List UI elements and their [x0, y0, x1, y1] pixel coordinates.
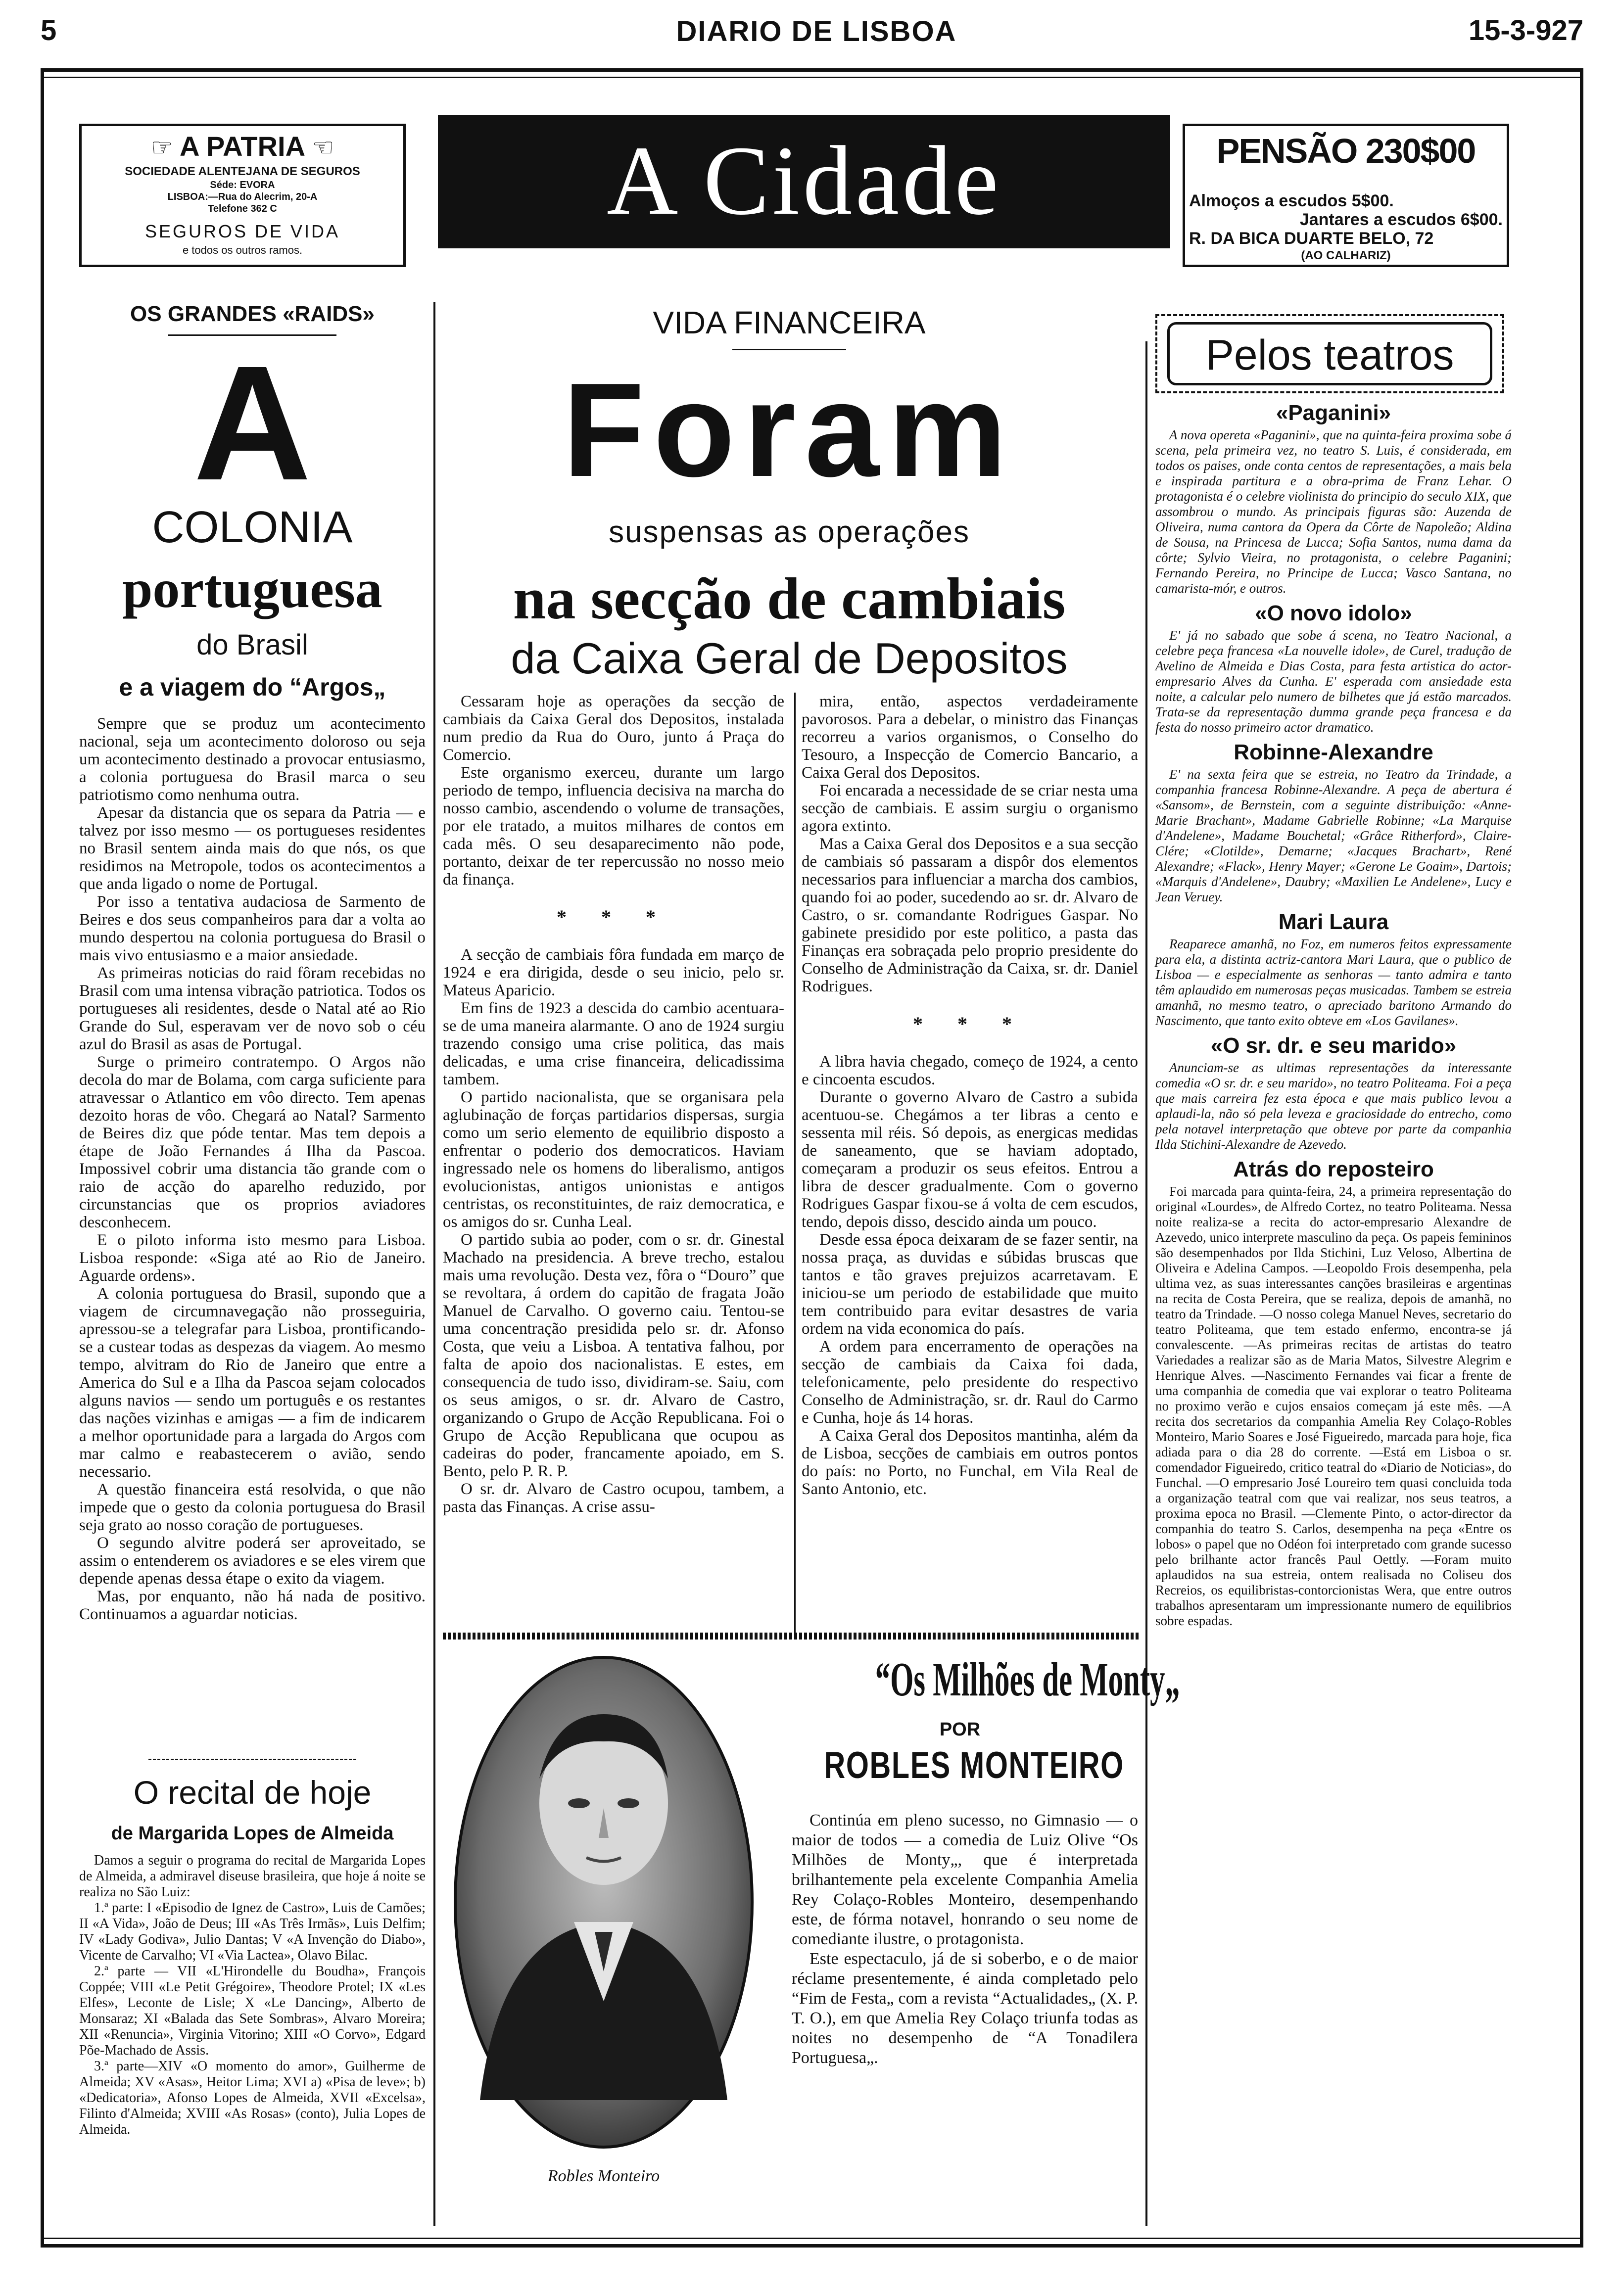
teatros-text: Reaparece amanhã, no Foz, em numeros feitos expressamente para ela, a distinta actriz-cantora Mari Laura, que o publico de Lisboa — e especialmente as senhoras — tanto admira e tanto têm aplaudido em numerosas peças musicadas. Tambem se estreia amanhã, no mesmo teatro, o apreciado baritono Armando do Nascimento, que tanto exito obteve em «Los Gavilanes». [1155, 937, 1512, 1028]
monty-portrait [450, 1655, 757, 2155]
monty-por: POR [939, 1719, 981, 1740]
teatros-text: Anunciam-se as ultimas representações da interessante comedia «O sr. dr. e seu marido», no teatro Politeama. Foi a peça que mais carreira fez esta época e que mais publico levou a aplaudi-la, não só pela leveza e graciosidade do entrecho, como pela notavel interpretação que obteve por parte da companhia Ilda Stichini-Alexandre de Azevedo. [1155, 1060, 1512, 1152]
raids-paragraph: E o piloto informa isto mesmo para Lisboa. Lisboa responde: «Siga até ao Rio de Janeiro. Aguarde ordens». [79, 1231, 426, 1285]
teatros-text: Foi marcada para quinta-feira, 24, a primeira representação do original «Lourdes», de Alfredo Cortez, no teatro Politeama. Nessa noite realiza-se a recita do actor-empresario Alexandre de Azevedo, unico interprete masculino da peça. Os papeis femininos são desempenhados por Ilda Stichini, Luz Veloso, Albertina de Oliveira e Adelina Campos. —Leopoldo Frois desempenha, pela ultima vez, as suas interessantes canções brasileiras e argentinas na recita de Costa Pereira, que se realiza, depois de amanhã, no teatro da Trindade. —O nosso colega Manuel Neves, secretario do teatro Politeama, que tem estado enfermo, encontra-se já convalescente. —As primeiras recitas de artistas do teatro Variedades a realizar são as de Maria Matos, Silvestre Alegrim e Henrique Alves. —Nascimento Fernandes vai ficar a frente de uma companhia de comedia que vai explorar o teatro Politeama no proximo verão e cujos ensaios começam já este mês. —A recita dos secretarios da companhia Amelia Rey Colaço-Robles Monteiro, Mario Soares e José Figueiredo, marcada para hoje, fica adiada para o dia 28 do corrente. —Está em Lisboa o sr. comendador Figueiredo, critico teatral do «Diario de Noticias», do Funchal. —O empresario José Loureiro tem quasi concluida toda a organização teatral com que vai realizar, nos seus teatros, a proxima epoca no Brasil. —Clemente Pinto, o actor-director da companhia do teatro S. Carlos, desempenha na peça «Entre os lobos» o papel que no Odéon foi interpretado com grande sucesso pelo brilhante actor francês Paul Oettly. —Foram muito aplaudidos na sua estreia, ontem realisada no Coliseu dos Recreios, os equilibristas-contorcionistas Wera, que entre outros trabalhos apresentaram um impressionante numero de equilibrios sobre espadas. [1155, 1184, 1512, 1628]
portrait-image [450, 1655, 757, 2155]
recital-paragraph: 1.ª parte: I «Episodio de Ignez de Castro», Luis de Camões; II «A Vida», João de Deus; III «As Três Irmãs», Luis Delfim; IV «Lady Godiva», Julio Dantas; V «A Invenção do Diabo», Vicente de Carvalho; VI «Via Lactea», Olavo Bilac. [79, 1900, 426, 1963]
ad-pensao-title: PENSÃO 230$00 [1216, 132, 1476, 170]
financial-h4: da Caixa Geral de Depositos [511, 634, 1068, 683]
financial-paragraph: Mas a Caixa Geral dos Depositos e a sua secção de cambiais só passaram a dispôr dos elementos necessarios para influenciar a marcha dos cambios, quando foi ao poder, sucedendo ao sr. dr. Alvaro de Castro, o sr. comandante Rodrigues Gaspar. No gabinete presidido por este politico, a pasta das Finanças era sobraçada pelo proprio presidente do Conselho de Administração da Caixa, sr. dr. Daniel Rodrigues. [802, 835, 1138, 995]
raids-paragraph: O segundo alvitre poderá ser aproveitado, se assim o entenderem os aviadores e se eles virem que depende apenas dessa étape o exito da viagem. [79, 1534, 426, 1588]
raids-paragraph: Surge o primeiro contratempo. O Argos não decola do mar de Bolama, com carga suficiente para atravessar o Atlantico em vôo directo. Tem apenas dezoito horas de vôo. Chegará ao Natal? Sarmento de Beires diz que póde tentar. Mas tem depois a étape de João Fernandes á Ilha da Pascoa. Impossivel cobrir uma distancia tão grande com o raio de acção do aparelho reduzido, por circunstancias que os proprios aviadores desconhecem. [79, 1053, 426, 1231]
raids-paragraph: Apesar da distancia que os separa da Patria — e talvez por isso mesmo — os portugueses residentes no Brasil sentem ainda mais do que nós, os que residimos na Metropole, todos os acontecimentos a que anda ligado o nome de Portugal. [79, 804, 426, 893]
financial-h3: na secção de cambiais [513, 565, 1066, 631]
financial-paragraph: A Caixa Geral dos Depositos mantinha, além da de Lisboa, secções de cambiais em outros pontos do país: no Porto, no Funchal, em Vila Real de Santo Antonio, etc. [802, 1427, 1138, 1498]
monty-author-text: ROBLES MONTEIRO [824, 1744, 1124, 1786]
raids-h3: do Brasil [196, 629, 308, 661]
raids-paragraph: A colonia portuguesa do Brasil, supondo que a viagem de circumnavegação não prosseguiria, apressou-se a telegrafar para Lisboa, prontificando-se a custear todas as despezas da viagem. Ao mesmo tempo, alvitram do Rio de Janeiro que entre a America do Sul e a Ilha da Pascoa sejam colocados alguns navios — sendo um português e os restantes das nações vizinhas e amigas — a fim de indicarem a melhor oportunidade para a largada do Argos com mar calmo e reabastecerem o avião, sendo necessario. [79, 1285, 426, 1481]
teatros-heading: Mari Laura [1278, 910, 1389, 934]
teatros-text: E' na sexta feira que se estreia, no Teatro da Trindade, a companhia francesa Robinne-Alexandre. A peça de abertura é «Sansom», de Bernstein, com a seguinte distribuição: «Anne-Marie Brachant», Madame Gabrielle Robinne; «La Marquise d'Andelene», Madame Bouchetal; «Grâce Ritherford», Claire-Clére; «Clotilde», Demarne; «Jacques Brachart», René Alexandre; «Flack», Henry Mayer; «Gerone Le Goaim», Dartois; «Marquis d'Andelene», Daubry; «Maxilien Le Andelene», Lucy e Jean Veruey. [1155, 767, 1512, 904]
financial-col2 [802, 693, 1138, 1498]
teatros-body [1155, 401, 1512, 1629]
ad-pensao [1183, 124, 1509, 267]
teatros-heading: «Paganini» [1276, 401, 1391, 425]
financial-asterisks: * * * [557, 906, 670, 928]
financial-paragraph: Desde essa época deixaram de se fazer sentir, na nossa praça, as duvidas e súbidas bruscas que tantos e tão graves prejuizos acarretavam. E iniciou-se um periodo de estabilidade que muito tem contribuido para evitar desastres de varia ordem na vida economica do país. [802, 1231, 1138, 1338]
newspaper-name: DIARIO DE LISBOA [676, 15, 957, 47]
financial-kicker-rule [732, 349, 846, 350]
raids-h2: portuguesa [122, 559, 382, 619]
page-number: 5 [41, 14, 57, 47]
ad-patria-lisboa: LISBOA:—Rua do Alecrim, 20-A [167, 191, 318, 202]
ad-patria-title: A PATRIA [179, 131, 304, 162]
financial-paragraph: Em fins de 1923 a descida do cambio acentuara-se de uma maneira alarmante. O ano de 1924 surgiu trazendo consigo uma crise politica, das mais delicadas, e uma crise financeira, delicadissima tambem. [443, 999, 784, 1088]
recital-paragraph: 3.ª parte—XIV «O momento do amor», Guilherme de Almeida; XV «Asas», Heitor Lima; XVI a) «Pisa de leve»; b) «Dedicatoria», Afonso Lopes de Almeida, XVII «Excelsa», Filinto d'Almeida; XVIII «As Rosas» (conto), Julia Lopes de Almeida. [79, 2059, 426, 2137]
financial-paragraph: O partido subia ao poder, com o sr. dr. Ginestal Machado na presidencia. A breve trecho, estalou mais uma revolução. Desta vez, fôra o “Douro” que se revoltara, á ordem do capitão de fragata João Manuel de Carvalho. O governo caiu. Tentou-se uma concentração presidida pelo sr. dr. Afonso Costa, que veiu a Lisboa. A tentativa falhou, por falta de apoio dos nacionalistas. E estes, em consequencia de tudo isso, dividiram-se. Saiu, com os seus amigos, o sr. dr. Alvaro de Castro, organizando o Grupo de Acção Republicana. Foi o Grupo de Acção Republicana que ocupou as cadeiras do poder, francamente apoiado, em S. Bento, pelo P. R. P. [443, 1231, 784, 1480]
ad-patria-sede: Séde: EVORA [210, 180, 275, 190]
recital-title: O recital de hoje [133, 1774, 372, 1811]
col-separator-1 [433, 302, 435, 2226]
financial-paragraph: mira, então, aspectos verdadeiramente pavorosos. Para a debelar, o ministro das Finanças recorreu a varios organismos, o Conselho do Tesouro, a Inspecção de Comercio Bancario, a Caixa Geral dos Depositos. [802, 693, 1138, 782]
financial-paragraph: Este organismo exerceu, durante um largo periodo de tempo, influencia decisiva na marcha do nosso cambio, ascendendo o volume de transações, por ele tratado, a muitos milhares de contos em cada mês. O seu desaparecimento não pode, portanto, deixar de ter repercussão no nosso meio da finança. [443, 764, 784, 889]
frame-bottom-thin [41, 2238, 1583, 2239]
monty-top-rule [443, 1633, 1141, 1640]
raids-paragraph: As primeiras noticias do raid fôram recebidas no Brasil com uma intensa vibração patriotica. Todos os portugueses ali residentes, desde o Natal até ao Rio Grande do Sul, esperavam ver de novo sob o céu azul do Brasil as asas de Portugal. [79, 964, 426, 1053]
teatros-text: E' já no sabado que sobe á scena, no Teatro Nacional, a celebre peça francesa «La nouvelle idole», de Curel, tradução de Avelino de Almeida e Dias Costa, para festa artistica do actor-empresario Alves da Cunha. E' esperada com ansiedade esta noite, a calcular pelo numero de bilhetes que já estão marcados. Trata-se da representação dumma grande peça francesa e da festa do nosso primeiro actor dramatico. [1155, 628, 1512, 735]
financial-asterisks: * * * [913, 1013, 1027, 1035]
monty-author [782, 1744, 1138, 1787]
raids-paragraph: A questão financeira está resolvida, o que não impede que o gesto da colonia portuguesa do Brasil seja grato ao nosso coração de portugueses. [79, 1481, 426, 1534]
ad-patria-outros: e todos os outros ramos. [182, 244, 303, 256]
raids-paragraph: Mas, por enquanto, não há nada de positivo. Continuamos a aguardar noticias. [79, 1588, 426, 1623]
financial-paragraph: Foi encarada a necessidade de se criar nesta uma secção de cambiais. E assim surgiu o organismo agora extinto. [802, 782, 1138, 835]
col-separator-mid [794, 693, 796, 1633]
financial-paragraph: O partido nacionalista, que se organisara pela aglubinação de forças partidarios dispersas, surgia como um serio elemento de equilibrio disposto a enfrentar o poderio dos democraticos. Haviam ingressado nele os homens do liberalismo, antigos evolucionistas, antigos unionistas e antigos centristas, os reconstituintes, de raiz democratica, e os amigos do sr. Cunha Leal. [443, 1088, 784, 1231]
teatros-heading: Robinne-Alexandre [1234, 740, 1433, 764]
ad-patria-telefone: Telefone 362 C [208, 203, 277, 214]
teatros-heading: «O novo idolo» [1255, 601, 1412, 625]
financial-h1: Foram [563, 356, 1016, 505]
teatros-title: Pelos teatros [1205, 331, 1454, 379]
financial-paragraph: Durante o governo Alvaro de Castro a subida acentuou-se. Chegámos a ter libras a cento e sessenta mil réis. Só depois, as energicas medidas de saneamento, que se haviam adoptado, começaram a produzir os seus efeitos. Entrou a libra de descer gradualmente. Com o governo Rodrigues Gaspar fixou-se á volta de cem escudos, tendo, depois disso, descido ainda um pouco. [802, 1088, 1138, 1231]
monty-caption: Robles Monteiro [547, 2167, 660, 2185]
ad-patria [79, 124, 406, 267]
financial-paragraph: Cessaram hoje as operações da secção de cambiais da Caixa Geral dos Depositos, instalada num predio da Rua do Ouro, junto á Praça do Comercio. [443, 693, 784, 764]
recital-paragraph: Damos a seguir o programa do recital de Margarida Lopes de Almeida, a admiravel diseuse brasileira, que hoje á noite se realiza no São Luiz: [79, 1853, 426, 1900]
issue-date: 15-3-927 [1468, 14, 1583, 47]
monty-title [782, 1652, 1180, 1707]
financial-h2: suspensas as operações [609, 515, 970, 549]
teatros-heading: Atrás do reposteiro [1233, 1157, 1434, 1181]
financial-kicker: VIDA FINANCEIRA [653, 305, 926, 340]
monty-title-text: “Os Milhões de Monty„ [875, 1653, 1180, 1706]
ad-patria-subtitle: SOCIEDADE ALENTEJANA DE SEGUROS [125, 165, 360, 178]
ad-pensao-line1: Almoços a escudos 5$00. [1189, 191, 1394, 210]
ad-pensao-line4: (AO CALHARIZ) [1301, 249, 1391, 262]
raids-h4: e a viagem do “Argos„ [119, 673, 386, 701]
financial-paragraph: A secção de cambiais fôra fundada em março de 1924 e era dirigida, desde o seu inicio, pelo sr. Mateus Aparicio. [443, 946, 784, 999]
recital-subtitle: de Margarida Lopes de Almeida [111, 1823, 394, 1844]
teatros-heading: «O sr. dr. e seu marido» [1210, 1033, 1457, 1058]
raids-big-letter: A [193, 331, 312, 514]
masthead [438, 115, 1170, 248]
financial-paragraph: A ordem para encerramento de operações na secção de cambiais da Caixa foi dada, telefonicamente, pelo presidente do respectivo Conselho de Administração, sr. dr. Raul do Carmo e Cunha, hoje ás 14 horas. [802, 1338, 1138, 1427]
raids-h1: COLONIA [152, 503, 353, 552]
ad-pensao-line3: R. DA BICA DUARTE BELO, 72 [1189, 229, 1434, 248]
hand-left-icon: ☞ [150, 134, 173, 161]
recital-paragraph: 2.ª parte — VII «L'Hirondelle du Boudha», François Coppée; VIII «Le Petit Grégoire», Theodore Protel; IX «Les Elfes», Leconte de Lisle; X «Le Dancing», Alberto de Monsaraz; XI «Balada das Sete Sombras», Alvaro Moreira; XII «Renuncia», Virginia Vitorino; XIII «O Corvo», Edgard Põe-Machado de Assis. [79, 1964, 426, 2058]
financial-paragraph: A libra havia chegado, começo de 1924, a cento e cincoenta escudos. [802, 1053, 1138, 1088]
raids-paragraph: Sempre que se produz um acontecimento nacional, seja um acontecimento doloroso ou seja um acontecimento destinado a provocar entusiasmo, a colonia portuguesa do Brasil marca o seu patriotismo como nenhuma outra. [79, 715, 426, 804]
monty-body [792, 1811, 1138, 2068]
recital-ornament [148, 1759, 356, 1760]
recital-body [79, 1853, 426, 2138]
ad-patria-seguros: SEGUROS DE VIDA [144, 221, 340, 241]
raids-paragraph: Por isso a tentativa audaciosa de Sarmento de Beires e dos seus companheiros para dar a volta ao mundo despertou na colonia portuguesa do Brasil o mais vivo entusiasmo e a maior ansiedade. [79, 893, 426, 964]
raids-article-body [79, 715, 426, 1623]
raids-kicker: OS GRANDES «RAIDS» [130, 302, 375, 326]
financial-paragraph: O sr. dr. Alvaro de Castro ocupou, tambem, a pasta das Finanças. A crise assu- [443, 1480, 784, 1516]
hand-right-icon: ☜ [312, 134, 334, 161]
teatros-header-box [1155, 314, 1504, 393]
masthead-title: A Cidade [607, 126, 1001, 235]
monty-paragraph: Este espectaculo, já de si soberbo, e o de maior réclame presentemente, é ainda completado pelo “Fim de Festa„ com a revista “Actualidades„ (X. P. T. O.), em que Amelia Rey Colaço triunfa todas as noites no desempenho de “A Tonadilera Portuguesa„. [792, 1950, 1138, 2067]
financial-col1 [443, 693, 784, 1516]
frame-top-thin [41, 77, 1583, 78]
ad-pensao-line2: Jantares a escudos 6$00. [1299, 210, 1503, 229]
col-separator-2 [1145, 341, 1147, 2226]
teatros-text: A nova opereta «Paganini», que na quinta-feira proxima sobe á scena, pela primeira vez, no teatro S. Luis, é considerada, em todos os paises, onde conta centos de representações, a mais bela e inspirada partitura e a obra-prima de Franz Lehar. O protagonista é o celebre violinista do principio do seculo XIX, que assombrou o mundo. As principais figuras são: Auzenda de Oliveira, numa cantora da Opera da Côrte de Napoleão; Aldina de Sousa, na Princesa de Lucca; Sofia Santos, numa dama da côrte; Sylvio Vieira, no protagonista, o celebre Paganini; Fernando Pereira, no Principe de Lucca; Vasco Santana, no camarista-mór, e outros. [1155, 427, 1512, 596]
monty-paragraph: Continúa em pleno sucesso, no Gimnasio — o maior de todos — a comedia de Luiz Olive “Os Milhões de Monty„, que é interpretada brilhantemente pela excelente Companhia Amelia Rey Colaço-Robles Monteiro, desempenhando este, de fórma notavel, honrando o seu nome de comediante ilustre, o protagonista. [792, 1811, 1138, 1948]
